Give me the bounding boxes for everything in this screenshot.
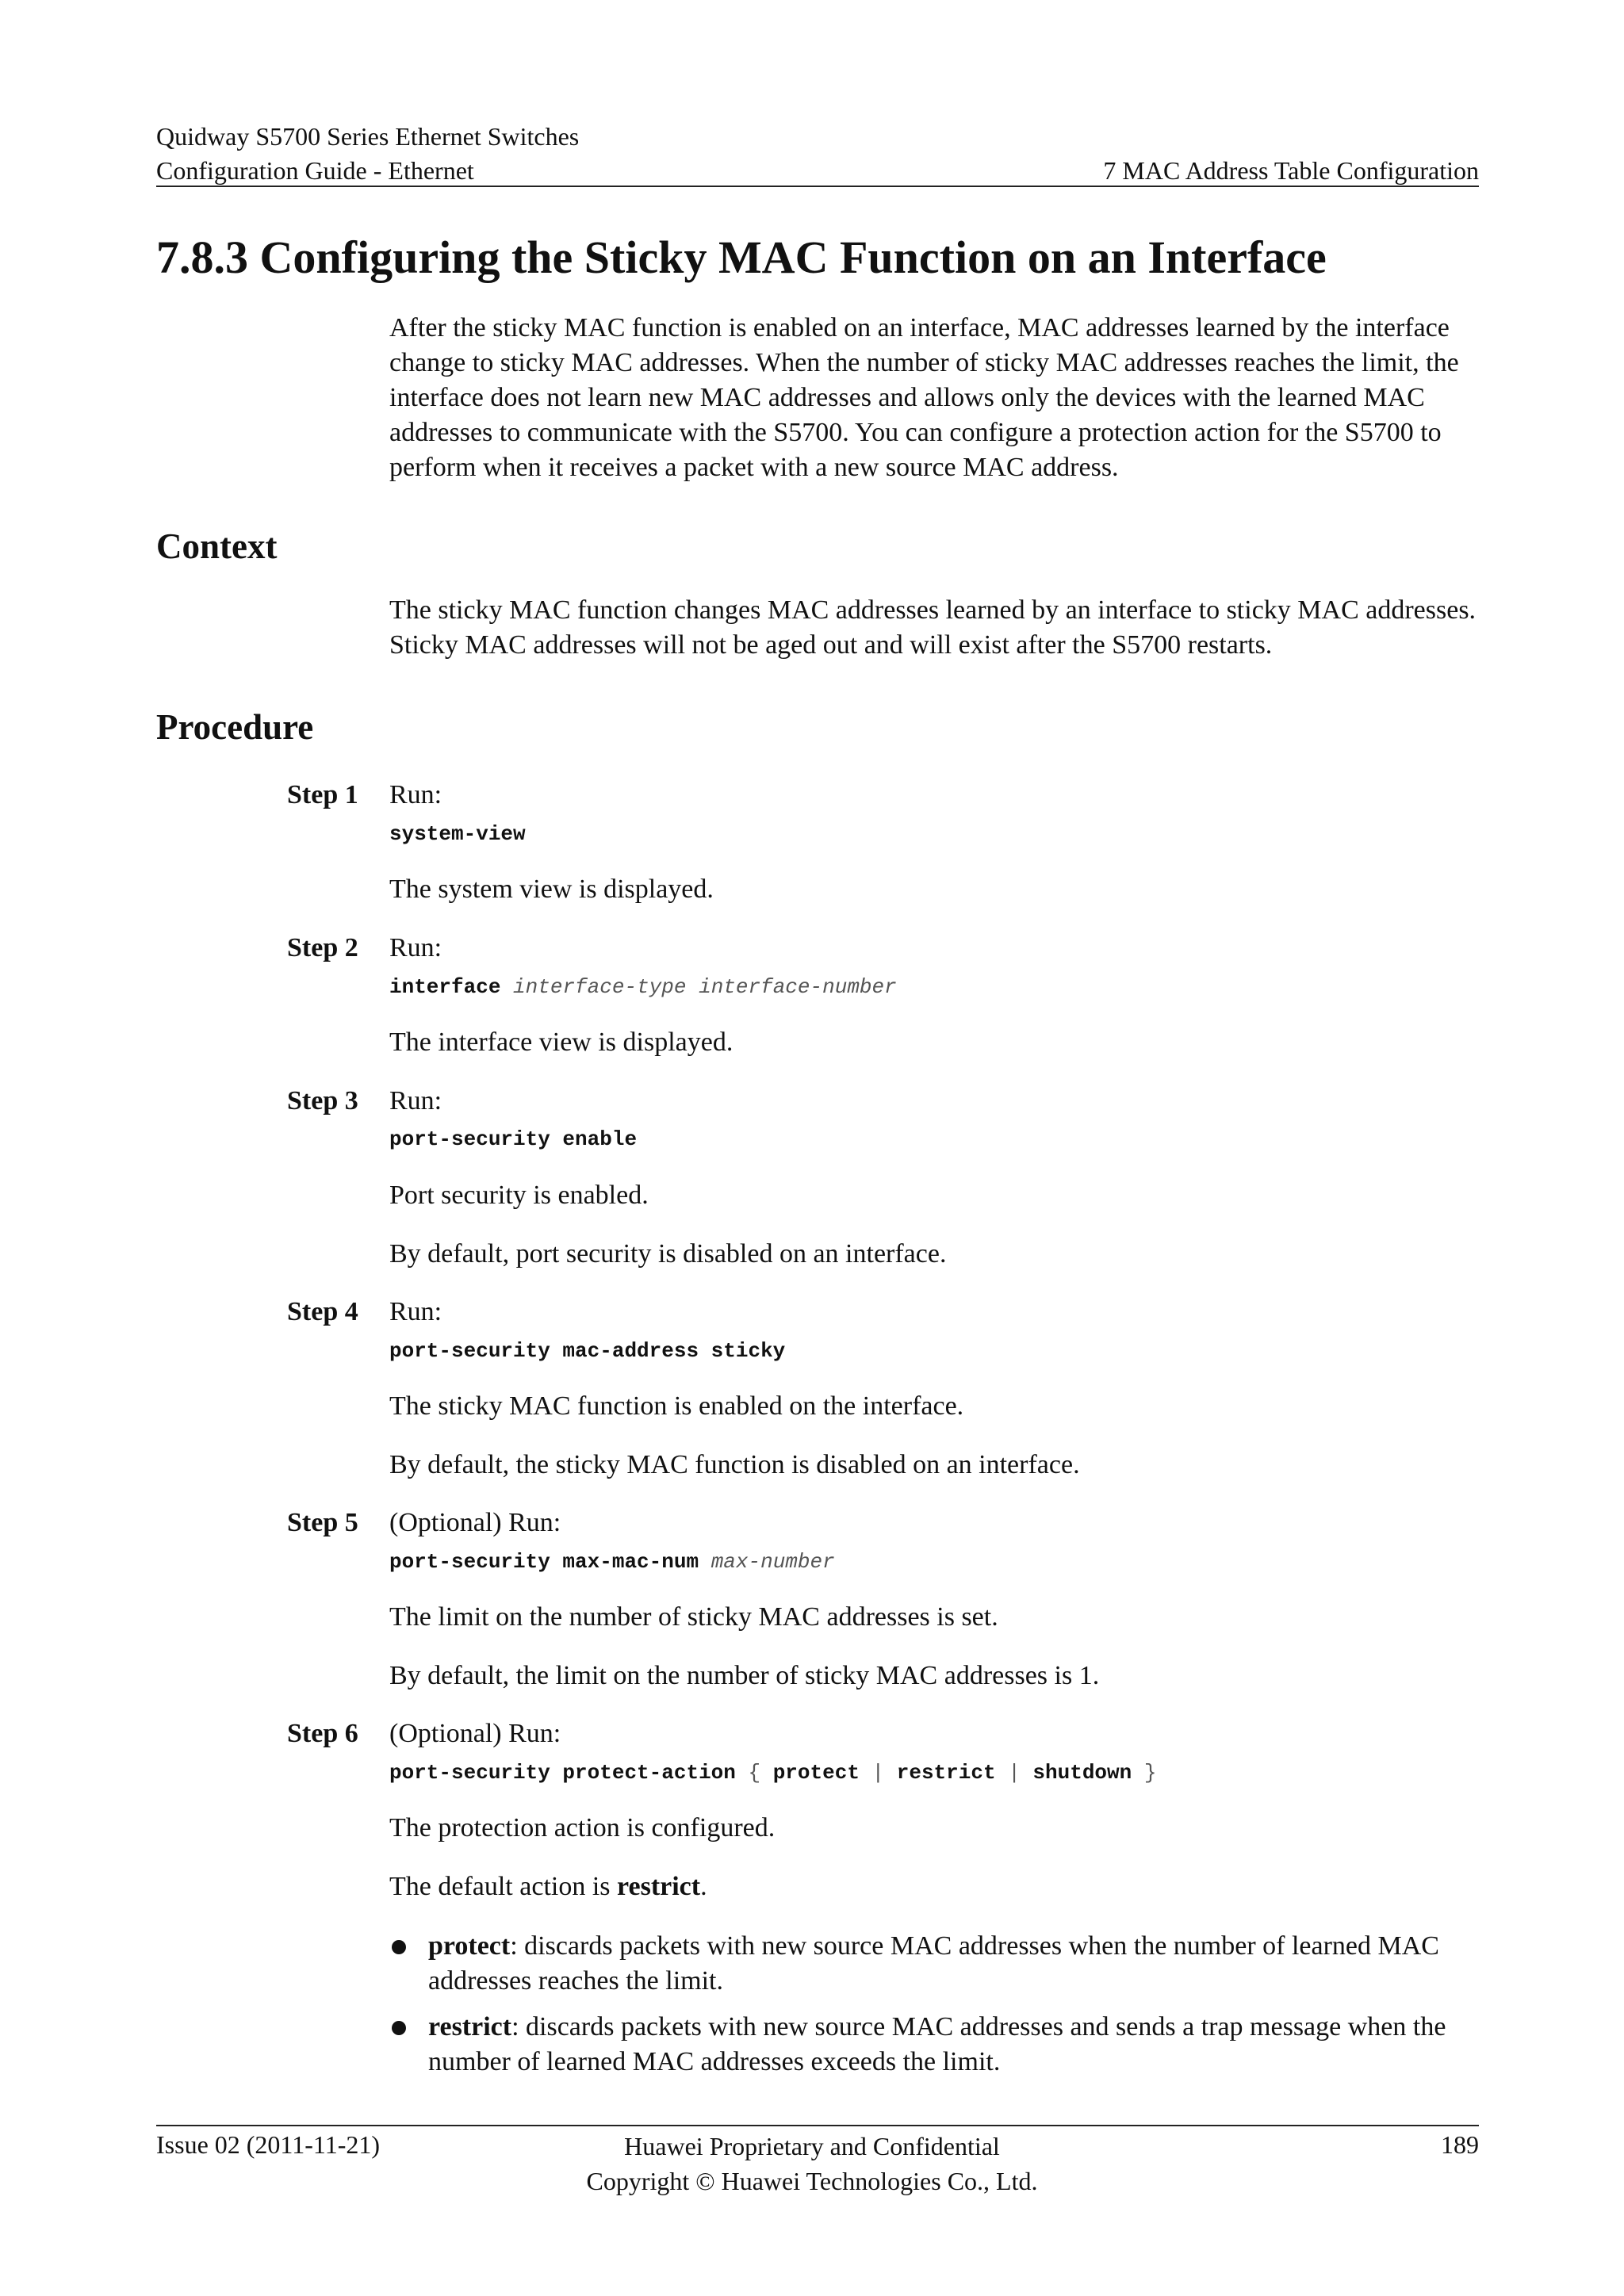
command-argument: interface-type interface-number <box>513 975 897 999</box>
command-option: shutdown <box>1032 1761 1132 1785</box>
footer-copyright: Copyright © Huawei Technologies Co., Ltd. <box>586 2167 1038 2195</box>
command-option: restrict <box>896 1761 996 1785</box>
procedure-heading: Procedure <box>156 707 314 747</box>
bullet-item-restrict <box>428 2010 1483 2080</box>
command-separator: | <box>1008 1761 1021 1785</box>
step-description: By default, the sticky MAC function is disabled on an interface. <box>389 1450 1080 1479</box>
command-brace-open: { <box>748 1761 761 1785</box>
command-keyword: port-security enable <box>389 1127 638 1151</box>
step-command <box>389 1549 835 1575</box>
step-command <box>389 1338 785 1364</box>
step-run-text: Run: <box>389 933 442 962</box>
step-description: The limit on the number of sticky MAC addresses is set. <box>389 1602 998 1632</box>
step-description: The sticky MAC function is enabled on the interface. <box>389 1391 964 1421</box>
step-command <box>389 821 526 847</box>
step-description: By default, port security is disabled on an interface. <box>389 1239 947 1269</box>
default-suffix: . <box>700 1872 707 1901</box>
step-command <box>389 1760 1156 1785</box>
step-run-text: Run: <box>389 1086 442 1115</box>
footer-confidential: Huawei Proprietary and Confidential <box>624 2132 1000 2160</box>
bullet-dot-icon <box>392 2021 406 2035</box>
section-title: 7.8.3 Configuring the Sticky MAC Function on an Interface <box>156 232 1327 283</box>
step-label: Step 4 <box>287 1297 358 1326</box>
intro-paragraph: After the sticky MAC function is enabled on an interface, MAC addresses learned by the interface change to sticky MAC addresses. When the number of sticky MAC addresses reaches the limit, the interface does not learn new MAC addresses and allows only the devices with the learned MAC addresses to communicate with the S5700. You can configure a protection action for the S5700 to perform when it receives a packet with a new source MAC address. <box>389 313 1459 482</box>
step-label: Step 5 <box>287 1508 358 1537</box>
header-product-title: Quidway S5700 Series Ethernet Switches <box>156 122 580 151</box>
step-label: Step 2 <box>287 933 358 962</box>
bullet-description: : discards packets with new source MAC addresses when the number of learned MAC addresses reaches the limit. <box>428 1931 1439 1996</box>
step-description: By default, the limit on the number of sticky MAC addresses is 1. <box>389 1661 1100 1690</box>
step-run-text: Run: <box>389 780 442 809</box>
command-keyword: port-security max-mac-num <box>389 1550 699 1574</box>
bullet-term: protect <box>428 1931 511 1961</box>
command-keyword: system-view <box>389 822 526 846</box>
header-divider <box>156 186 1479 187</box>
command-argument: max-number <box>710 1550 835 1574</box>
bullet-item-protect <box>428 1929 1483 1999</box>
context-paragraph: The sticky MAC function changes MAC addresses learned by an interface to sticky MAC addresses. Sticky MAC addresses will not be aged out and will exist after the S5700 restarts. <box>389 595 1477 660</box>
bullet-term: restrict <box>428 2012 512 2042</box>
footer-page-number: 189 <box>1441 2130 1479 2159</box>
step-description: The interface view is displayed. <box>389 1027 733 1057</box>
bullet-description: : discards packets with new source MAC addresses and sends a trap message when the number of learned MAC addresses exceeds the limit. <box>428 2012 1446 2076</box>
step-label: Step 1 <box>287 780 358 809</box>
footer-issue: Issue 02 (2011-11-21) <box>156 2130 381 2159</box>
step-description: Port security is enabled. <box>389 1181 649 1210</box>
context-heading: Context <box>156 526 278 566</box>
default-value: restrict <box>617 1872 701 1901</box>
step-run-text: Run: <box>389 1297 442 1326</box>
step-description: The system view is displayed. <box>389 874 714 904</box>
bullet-dot-icon <box>392 1940 406 1954</box>
header-chapter-title: 7 MAC Address Table Configuration <box>1103 156 1479 185</box>
command-option: protect <box>772 1761 860 1785</box>
step-command <box>389 1127 637 1152</box>
footer-center <box>0 2129 1624 2198</box>
step-description: The protection action is configured. <box>389 1813 776 1843</box>
default-prefix: The default action is <box>389 1872 618 1901</box>
step-run-text: (Optional) Run: <box>389 1719 561 1748</box>
step-label: Step 6 <box>287 1719 358 1748</box>
command-separator: | <box>871 1761 885 1785</box>
command-keyword: port-security mac-address sticky <box>389 1339 786 1363</box>
step-label: Step 3 <box>287 1086 358 1115</box>
command-keyword: port-security protect-action <box>389 1761 736 1785</box>
footer-divider <box>156 2125 1479 2126</box>
step-run-text: (Optional) Run: <box>389 1508 561 1537</box>
default-action-text <box>389 1869 707 1904</box>
header-guide-title: Configuration Guide - Ethernet <box>156 156 474 185</box>
step-command <box>389 974 897 1000</box>
command-keyword: interface <box>389 975 501 999</box>
command-brace-close: } <box>1143 1761 1157 1785</box>
